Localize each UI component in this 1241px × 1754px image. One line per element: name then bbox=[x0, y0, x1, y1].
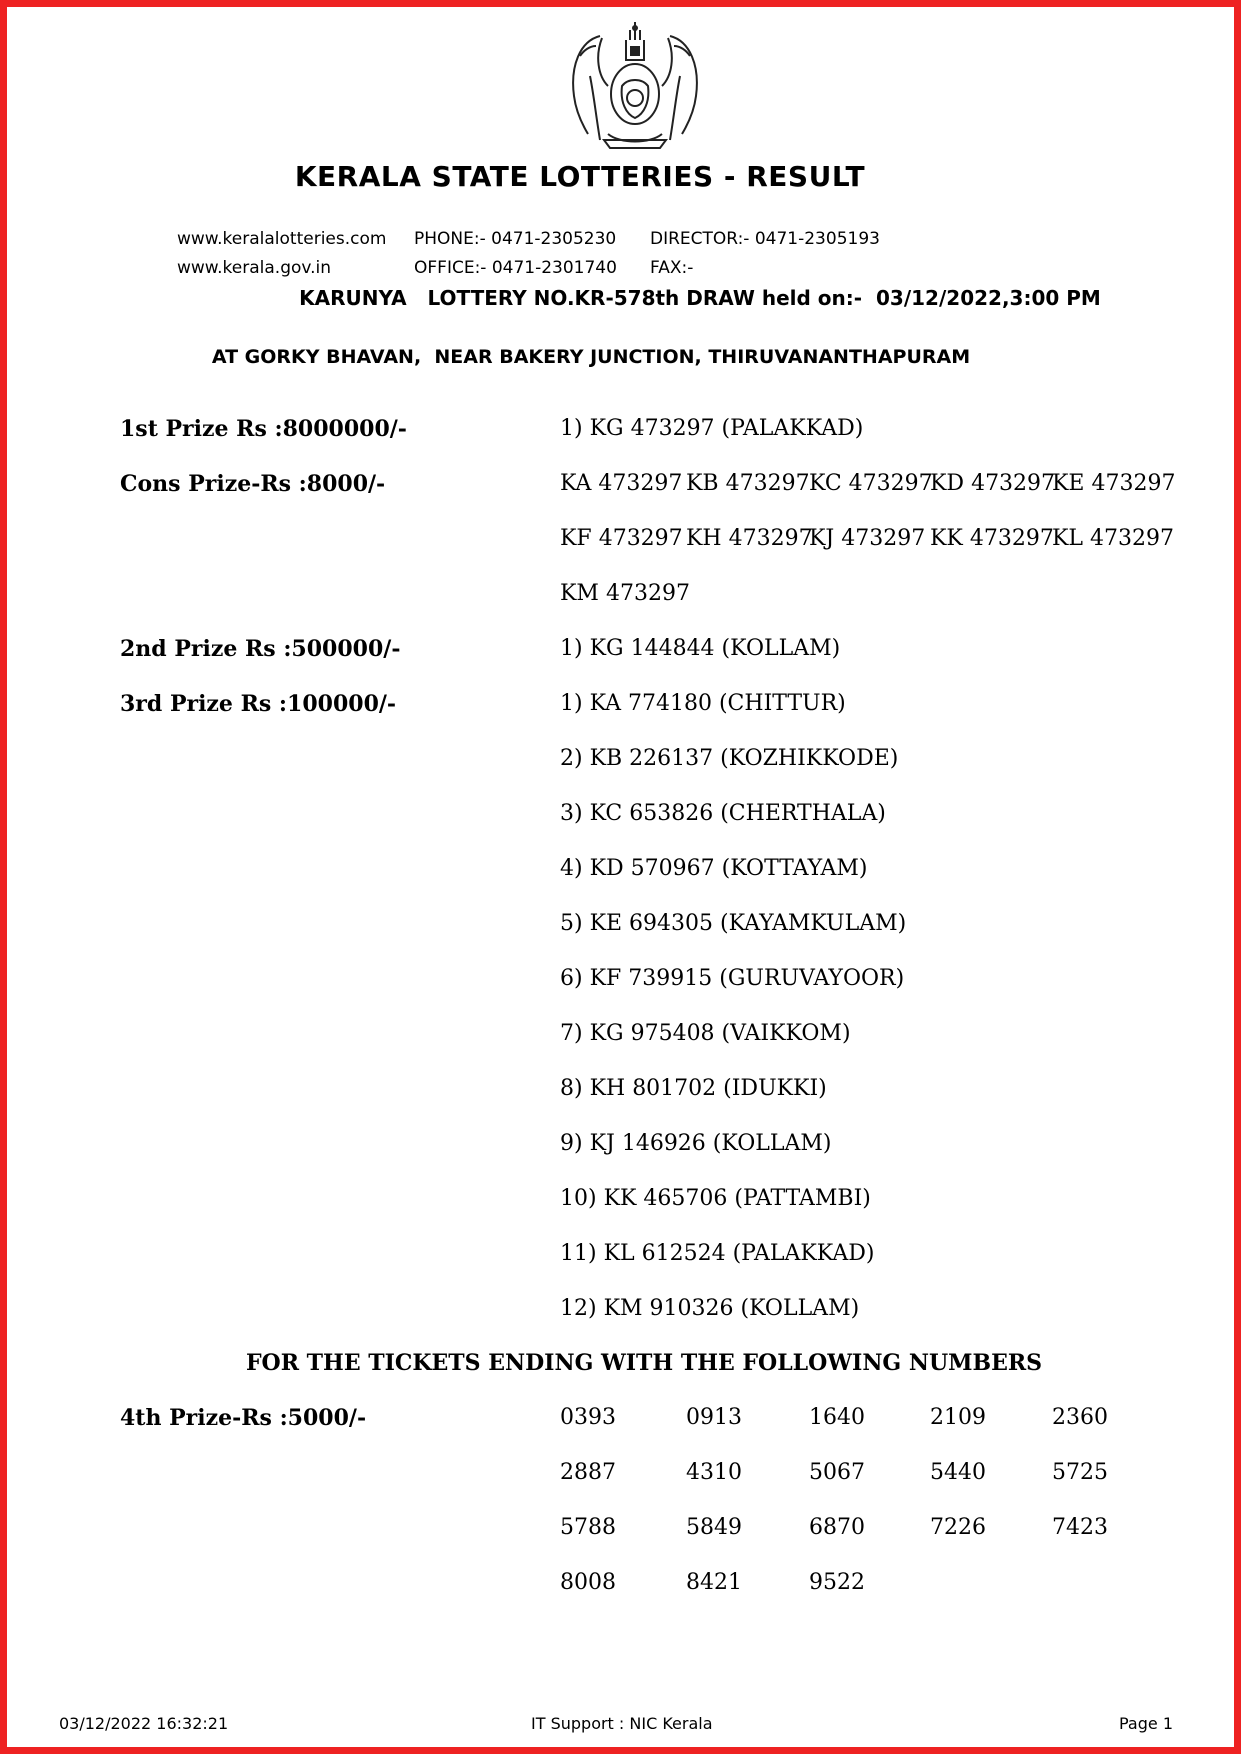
fourth-prize-number: 4310 bbox=[686, 1460, 742, 1485]
cons-prize-number: KM 473297 bbox=[560, 581, 690, 606]
cons-prize-label: Cons Prize-Rs :8000/- bbox=[120, 471, 386, 497]
director-number: DIRECTOR:- 0471-2305193 bbox=[650, 229, 880, 249]
website-link-kerala-gov[interactable]: www.kerala.gov.in bbox=[177, 258, 332, 278]
first-prize-winner: 1) KG 473297 (PALAKKAD) bbox=[560, 416, 864, 441]
draw-venue: AT GORKY BHAVAN, NEAR BAKERY JUNCTION, THIRUVANANTHAPURAM bbox=[211, 346, 971, 368]
cons-prize-number: KE 473297 bbox=[1052, 471, 1176, 496]
third-prize-winner: 4) KD 570967 (KOTTAYAM) bbox=[560, 856, 868, 881]
first-prize-label: 1st Prize Rs :8000000/- bbox=[120, 416, 407, 442]
third-prize-winner: 5) KE 694305 (KAYAMKULAM) bbox=[560, 911, 907, 936]
fourth-prize-number: 5725 bbox=[1052, 1460, 1108, 1485]
third-prize-winner: 9) KJ 146926 (KOLLAM) bbox=[560, 1131, 832, 1156]
third-prize-winner: 6) KF 739915 (GURUVAYOOR) bbox=[560, 966, 905, 991]
third-prize-label: 3rd Prize Rs :100000/- bbox=[120, 691, 397, 717]
office-number: OFFICE:- 0471-2301740 bbox=[414, 258, 617, 278]
cons-prize-number: KJ 473297 bbox=[809, 526, 926, 551]
footer-timestamp: 03/12/2022 16:32:21 bbox=[59, 1714, 229, 1733]
third-prize-winner: 7) KG 975408 (VAIKKOM) bbox=[560, 1021, 851, 1046]
cons-prize-number: KH 473297 bbox=[686, 526, 813, 551]
fourth-prize-number: 7226 bbox=[930, 1515, 986, 1540]
website-link-keralalotteries[interactable]: www.keralalotteries.com bbox=[177, 229, 387, 249]
fourth-prize-number: 7423 bbox=[1052, 1515, 1108, 1540]
fourth-prize-number: 0393 bbox=[560, 1405, 616, 1430]
fourth-prize-number: 5067 bbox=[809, 1460, 865, 1485]
cons-prize-number: KD 473297 bbox=[930, 471, 1056, 496]
second-prize-winner: 1) KG 144844 (KOLLAM) bbox=[560, 636, 841, 661]
draw-info: KARUNYA LOTTERY NO.KR-578th DRAW held on:- 03/12/2022,3:00 PM bbox=[299, 286, 1101, 310]
kerala-emblem-icon bbox=[560, 16, 710, 152]
footer-page-number: Page 1 bbox=[1119, 1714, 1173, 1733]
third-prize-winner: 2) KB 226137 (KOZHIKKODE) bbox=[560, 746, 899, 771]
fourth-prize-number: 5440 bbox=[930, 1460, 986, 1485]
fourth-prize-number: 5849 bbox=[686, 1515, 742, 1540]
cons-prize-number: KA 473297 bbox=[560, 471, 683, 496]
fourth-prize-label: 4th Prize-Rs :5000/- bbox=[120, 1405, 367, 1431]
fourth-prize-number: 2360 bbox=[1052, 1405, 1108, 1430]
cons-prize-number: KC 473297 bbox=[809, 471, 933, 496]
fourth-prize-number: 2109 bbox=[930, 1405, 986, 1430]
third-prize-winner: 12) KM 910326 (KOLLAM) bbox=[560, 1296, 860, 1321]
cons-prize-number: KK 473297 bbox=[930, 526, 1054, 551]
page-title: KERALA STATE LOTTERIES - RESULT bbox=[294, 160, 866, 193]
fourth-prize-number: 1640 bbox=[809, 1405, 865, 1430]
fourth-prize-number: 2887 bbox=[560, 1460, 616, 1485]
third-prize-winner: 3) KC 653826 (CHERTHALA) bbox=[560, 801, 886, 826]
cons-prize-number: KB 473297 bbox=[686, 471, 810, 496]
third-prize-winner: 8) KH 801702 (IDUKKI) bbox=[560, 1076, 827, 1101]
fourth-prize-number: 8008 bbox=[560, 1570, 616, 1595]
third-prize-winner: 1) KA 774180 (CHITTUR) bbox=[560, 691, 846, 716]
third-prize-winner: 11) KL 612524 (PALAKKAD) bbox=[560, 1241, 875, 1266]
fax-number: FAX:- bbox=[650, 258, 694, 278]
fourth-prize-number: 9522 bbox=[809, 1570, 865, 1595]
fourth-prize-number: 0913 bbox=[686, 1405, 742, 1430]
fourth-prize-number: 8421 bbox=[686, 1570, 742, 1595]
ending-numbers-heading: FOR THE TICKETS ENDING WITH THE FOLLOWING NUMBERS bbox=[245, 1350, 1043, 1376]
cons-prize-number: KL 473297 bbox=[1052, 526, 1175, 551]
second-prize-label: 2nd Prize Rs :500000/- bbox=[120, 636, 401, 662]
fourth-prize-number: 5788 bbox=[560, 1515, 616, 1540]
phone-number: PHONE:- 0471-2305230 bbox=[414, 229, 617, 249]
cons-prize-number: KF 473297 bbox=[560, 526, 683, 551]
fourth-prize-number: 6870 bbox=[809, 1515, 865, 1540]
third-prize-winner: 10) KK 465706 (PATTAMBI) bbox=[560, 1186, 871, 1211]
footer-support: IT Support : NIC Kerala bbox=[531, 1714, 713, 1733]
